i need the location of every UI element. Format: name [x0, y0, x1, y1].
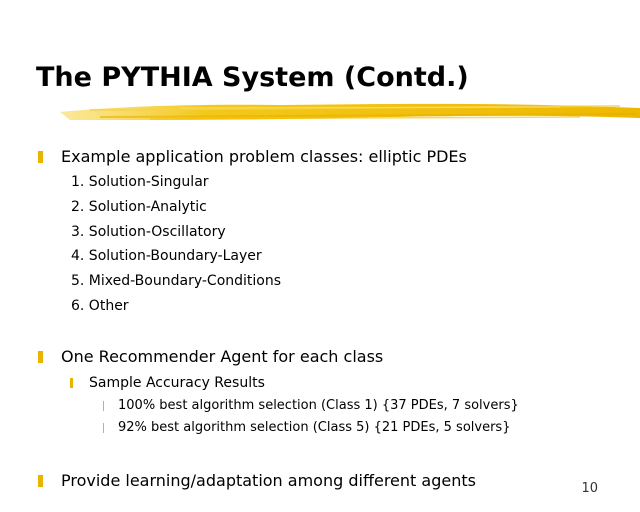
list-item: 5. Mixed-Boundary-Conditions: [71, 273, 282, 289]
list-item: 1. Solution-Singular: [71, 174, 209, 190]
bullet-marker: [38, 475, 43, 487]
brush-stroke-decoration: [60, 98, 640, 128]
bullet-text: Example application problem classes: elliptic PDEs: [61, 147, 467, 166]
page-number: 10: [581, 481, 598, 496]
list-item: 4. Solution-Boundary-Layer: [71, 248, 262, 264]
bullet-text: One Recommender Agent for each class: [61, 347, 384, 366]
sub-sub-bullet-marker: [103, 423, 104, 433]
result-item: 100% best algorithm selection (Class 1) {37 PDEs, 7 solvers}: [118, 398, 519, 413]
list-item: 3. Solution-Oscillatory: [71, 224, 226, 240]
bullet-text: Provide learning/adaptation among different agents: [61, 471, 476, 490]
list-item: 6. Other: [71, 298, 129, 314]
sub-sub-bullet-marker: [103, 401, 104, 411]
bullet-marker: [38, 151, 43, 163]
sub-bullet-marker: [70, 378, 73, 388]
bullet-marker: [38, 351, 43, 363]
slide-title: The PYTHIA System (Contd.): [36, 62, 469, 93]
sub-bullet-text: Sample Accuracy Results: [89, 375, 265, 391]
list-item: 2. Solution-Analytic: [71, 199, 207, 215]
result-item: 92% best algorithm selection (Class 5) {21 PDEs, 5 solvers}: [118, 420, 511, 435]
